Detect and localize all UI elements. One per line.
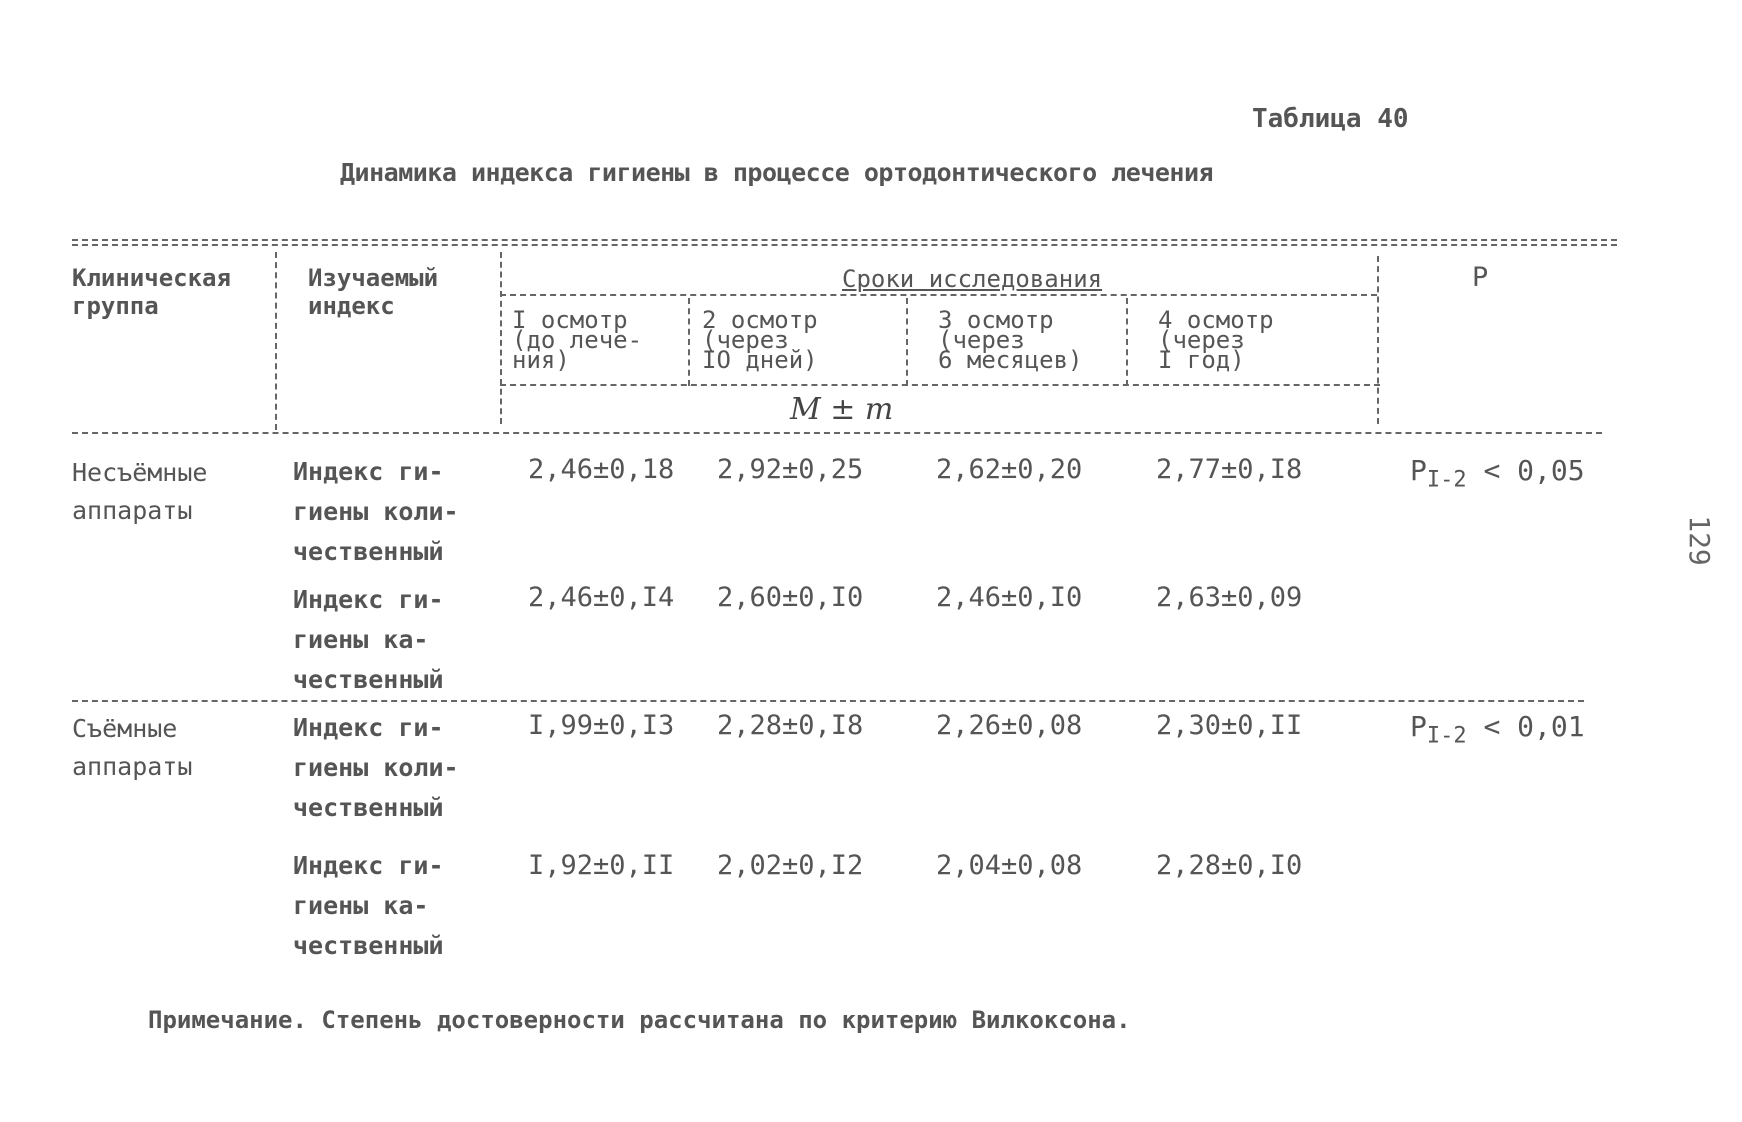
value-cell: 2,92±0,25: [717, 454, 864, 485]
page-number: 129: [1682, 515, 1716, 566]
header-separator-2: [500, 252, 502, 424]
table-top-rule-2: [72, 244, 1617, 246]
value-cell: 2,28±0,I0: [1156, 850, 1303, 881]
stat-label: M ± m: [790, 392, 894, 427]
exam-separator-3: [1126, 298, 1128, 386]
table-top-rule: [72, 239, 1617, 241]
header-bottom-rule: [72, 432, 1602, 434]
value-cell: 2,46±0,I0: [936, 582, 1083, 613]
exam-separator-1: [688, 298, 690, 386]
p-value: $P_{I-2} < 0,01$: [1410, 710, 1585, 749]
group-name: Съёмные аппараты: [72, 714, 193, 781]
value-cell: 2,26±0,08: [936, 710, 1083, 741]
header-exam-1: I осмотр (до лече- ния): [512, 306, 643, 374]
header-separator-1: [275, 252, 277, 430]
group-name: Несъёмные аппараты: [72, 458, 208, 525]
header-p: P: [1472, 262, 1489, 293]
value-cell: 2,46±0,18: [528, 454, 675, 485]
index-label: Индекс ги- гиены ка- чественный: [293, 585, 444, 694]
value-cell: 2,30±0,II: [1156, 710, 1303, 741]
header-exam-2: 2 осмотр (через IO дней): [702, 306, 818, 374]
value-cell: 2,46±0,I4: [528, 582, 675, 613]
header-group: Клиническая группа: [72, 264, 231, 320]
value-cell: 2,28±0,I8: [717, 710, 864, 741]
header-exam-3: 3 осмотр (через 6 месяцев): [938, 306, 1083, 374]
header-index: Изучаемый индекс: [308, 264, 439, 320]
table-title: Динамика индекса гигиены в процессе ортодонтического лечения: [340, 158, 1214, 187]
index-label: Индекс ги- гиены коли- чественный: [293, 457, 459, 566]
group-separator: [72, 700, 1584, 702]
value-cell: 2,60±0,I0: [717, 582, 864, 613]
periods-rule: [500, 294, 1377, 296]
header-exam-4: 4 осмотр (через I год): [1158, 306, 1274, 374]
header-periods: Сроки исследования: [842, 265, 1103, 293]
value-cell: 2,04±0,08: [936, 850, 1083, 881]
table-note: Примечание. Степень достоверности рассчитана по критерию Вилкоксона.: [148, 1006, 1131, 1034]
value-cell: I,92±0,II: [528, 850, 675, 881]
value-cell: 2,62±0,20: [936, 454, 1083, 485]
value-cell: 2,77±0,I8: [1156, 454, 1303, 485]
index-label: Индекс ги- гиены ка- чественный: [293, 851, 444, 960]
table-label: Таблица 40: [1252, 104, 1409, 134]
value-cell: 2,63±0,09: [1156, 582, 1303, 613]
value-cell: I,99±0,I3: [528, 710, 675, 741]
exam-rule: [500, 384, 1380, 386]
index-label: Индекс ги- гиены коли- чественный: [293, 713, 459, 822]
p-value: $P_{I-2} < 0,05$: [1410, 454, 1585, 493]
value-cell: 2,02±0,I2: [717, 850, 864, 881]
header-separator-3: [1377, 256, 1379, 424]
exam-separator-2: [906, 298, 908, 386]
